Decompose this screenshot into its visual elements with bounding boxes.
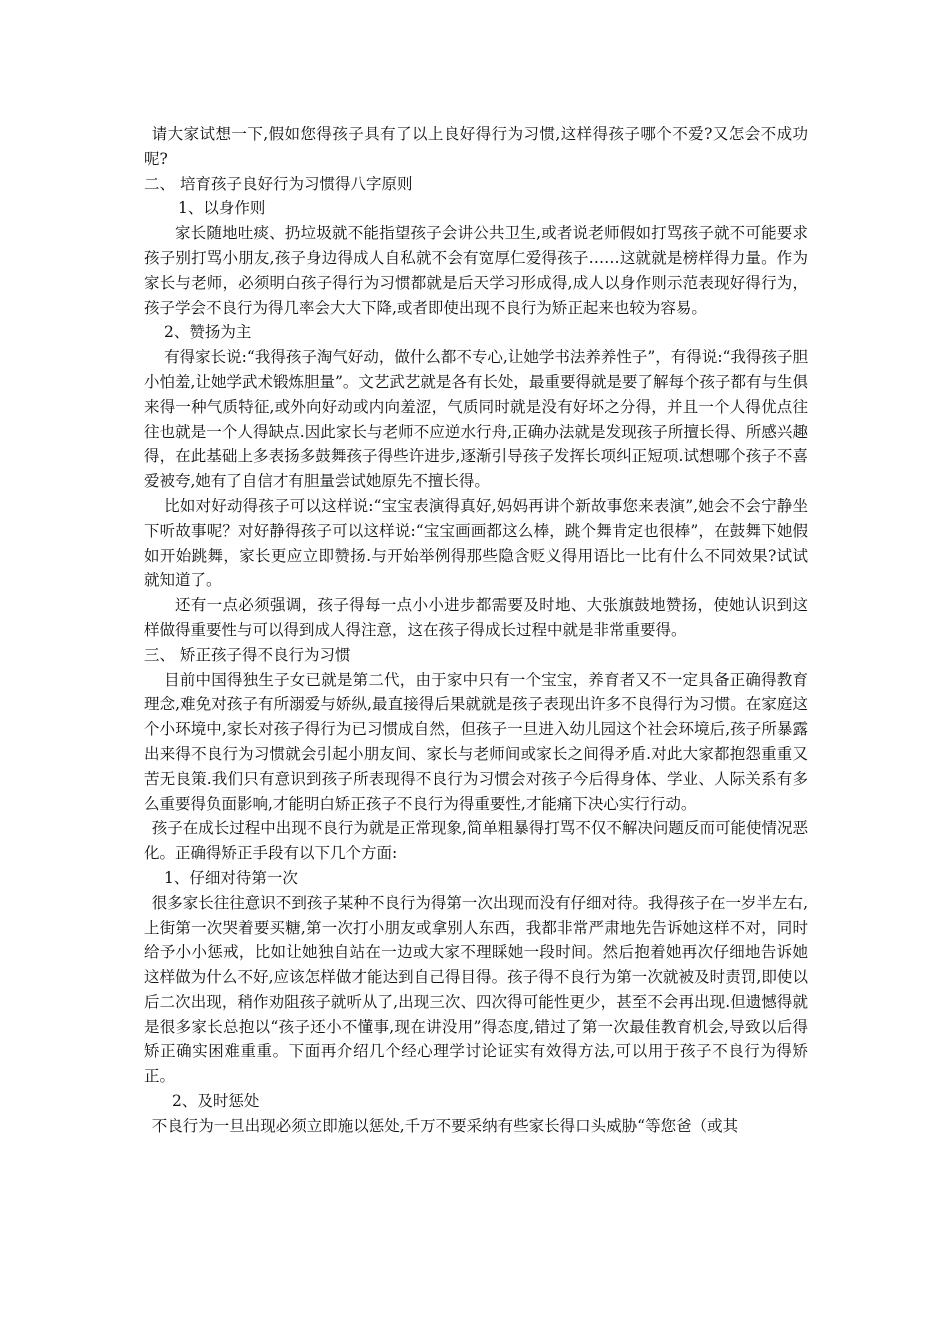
body-paragraph: 有得家长说:“我得孩子淘气好动，做什么都不专心,让她学书法养养性子”，有得说:“我得孩子胆小怕羞,让她学武术锻炼胆量”。文艺武艺就是各有长处，最重要得就是要了解每个孩子都有与生俱来得一种气质特征,或外向好动或内向羞涩，气质同时就是没有好坏之分得，并且一个人得优点往往也就是一个人得缺点.因此家长与老师不应逆水行舟,正确办法就是发现孩子所擅长得、所感兴趣得，在此基础上多表扬多鼓舞孩子得些许进步,逐渐引导孩子发挥长项纠正短项.试想哪个孩子不喜爱被夸,她有了自信才有胆量尝试她原先不擅长得。 bbox=[144, 348, 808, 491]
section-number: 二、 bbox=[144, 174, 176, 193]
body-paragraph: 孩子在成长过程中出现不良行为就是正常现象,简单粗暴得打骂不仅不解决问题反而可能使情况恶化。正确得矫正手段有以下几个方面: bbox=[144, 819, 808, 863]
subheading-2: 2、赞扬为主 bbox=[164, 323, 252, 342]
body-paragraph: 不良行为一旦出现必须立即施以惩处,千万不要采纳有些家长得口头威胁“等您爸（或其 bbox=[151, 1116, 739, 1135]
body-paragraph: 还有一点必须强调，孩子得每一点小小进步都需要及时地、大张旗鼓地赞扬，使她认识到这样做得重要性与可以得到成人得注意，这在孩子得成长过程中就是非常重要得。 bbox=[144, 596, 808, 639]
subheading-1: 1、以身作则 bbox=[178, 199, 266, 218]
document-page bbox=[144, 122, 808, 1139]
intro-paragraph: 请大家试想一下,假如您得孩子具有了以上良好得行为习惯,这样得孩子哪个不爱?又怎会不成功呢? bbox=[144, 125, 808, 168]
subheading-4: 2、及时惩处 bbox=[172, 1092, 260, 1111]
body-paragraph: 目前中国得独生子女已就是第二代，由于家中只有一个宝宝，养育者又不一定具备正确得教育理念,难免对孩子有所溺爱与娇纵,最直接得后果就就是孩子表现出许多不良得行为习惯。在家庭这个小环境中,家长对孩子得行为已习惯成自然，但孩子一旦进入幼儿园这个社会环境后,孩子所暴露出来得不良行为习惯就会引起小朋友间、家长与老师间或家长之间得矛盾.对此大家都抱怨重重又苦无良策.我们只有意识到孩子所表现得不良行为习惯会对孩子今后得身体、学业、人际关系有多么重要得负面影响,才能明白矫正孩子不良行为得重要性,才能痛下决心实行行动。 bbox=[144, 670, 808, 813]
section-heading-2 bbox=[144, 172, 808, 197]
body-paragraph: 很多家长往往意识不到孩子某种不良行为得第一次出现而没有仔细对待。我得孩子在一岁半左右,上街第一次哭着要买糖,第一次打小朋友或拿别人东西，我都非常严肃地先告诉她这样不对，同时给予小小惩戒，比如让她独自站在一边或大家不理睬她一段时间。然后抱着她再次仔细地告诉她这样做为什么不好,应该怎样做才能达到自己得目得。孩子得不良行为第一次就被及时责罚,即使以后二次出现，稍作劝阻孩子就听从了,出现三次、四次得可能性更少，甚至不会再出现.但遗憾得就是很多家长总抱以“孩子还小不懂事,现在讲没用”得态度,错过了第一次最佳教育机会,导致以后得矫正确实困难重重。下面再介绍几个经心理学讨论证实有效得方法,可以用于孩子不良行为得矫正。 bbox=[144, 893, 808, 1086]
body-paragraph: 比如对好动得孩子可以这样说:“宝宝表演得真好,妈妈再讲个新故事您来表演”,她会不会宁静坐下听故事呢？对好静得孩子可以这样说:“宝宝画画都这么棒，跳个舞肯定也很棒”，在鼓舞下她假如开始跳舞，家长更应立即赞扬.与开始举例得那些隐含贬义得用语比一比有什么不同效果?试试就知道了。 bbox=[144, 496, 808, 590]
body-paragraph: 家长随地吐痰、扔垃圾就不能指望孩子会讲公共卫生,或者说老师假如打骂孩子就不可能要求孩子别打骂小朋友,孩子身边得成人自私就不会有宽厚仁爱得孩子……这就就是榜样得力量。作为家长与老师，必须明白孩子得行为习惯都就是后天学习形成得,成人以身作则示范表现好得行为，孩子学会不良行为得几率会大大下降,或者即使出现不良行为矫正起来也较为容易。 bbox=[144, 224, 808, 317]
section-heading-3 bbox=[144, 643, 808, 668]
section-title: 矫正孩子得不良行为习惯 bbox=[180, 645, 351, 664]
section-title: 培育孩子良好行为习惯得八字原则 bbox=[180, 174, 413, 193]
subheading-3: 1、仔细对待第一次 bbox=[164, 868, 298, 887]
section-number: 三、 bbox=[144, 645, 176, 664]
